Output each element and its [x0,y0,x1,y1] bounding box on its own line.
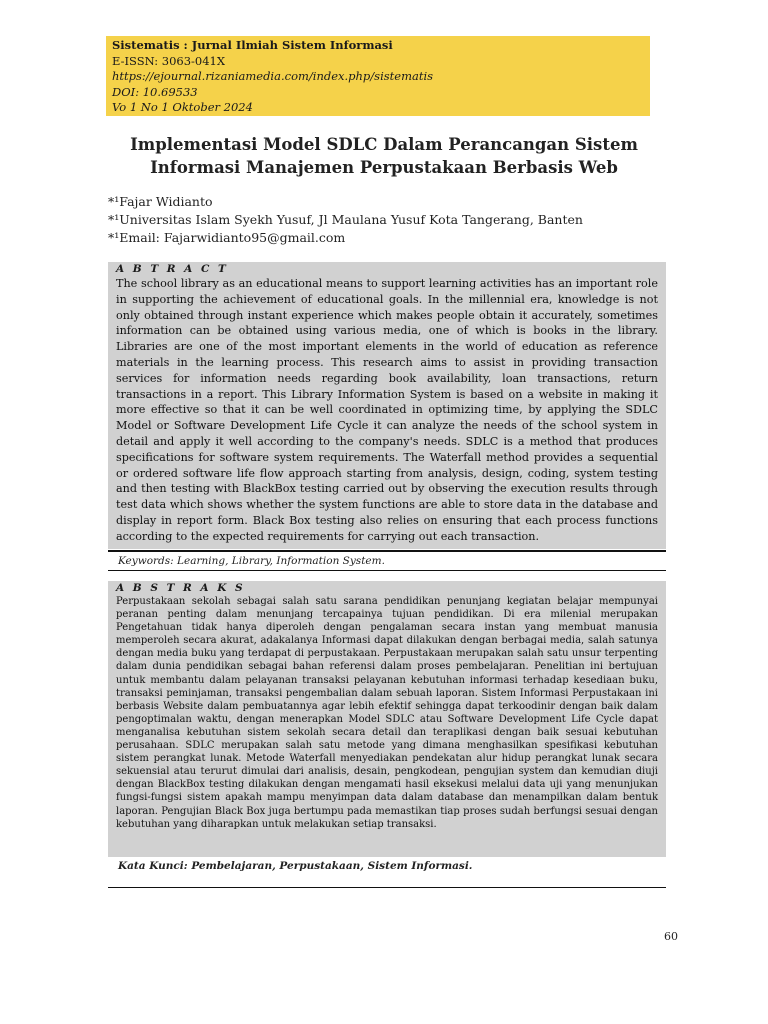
author-email: *¹Email: Fajarwidianto95@gmail.com [108,230,346,245]
paper-title: Implementasi Model SDLC Dalam Perancangan Sistem Informasi Manajemen Perpustakaan Berbasis Web [130,135,638,177]
issn: E-ISSN: 3063-041X [112,53,226,68]
journal-url[interactable]: https://ejournal.rizaniamedia.com/index.php/sistematis [112,69,434,83]
volume-issue: Vo 1 No 1 Oktober 2024 [112,100,253,114]
author-affiliation: *¹Universitas Islam Syekh Yusuf, Jl Maulana Yusuf Kota Tangerang, Banten [108,212,583,227]
abstract-english-heading: A B T R A C T [116,263,229,275]
keywords-indonesian: Kata Kunci: Pembelajaran, Perpustakaan, Sistem Informasi. [118,860,473,872]
page-number: 60 [664,930,678,943]
journal-name: Sistematis : Jurnal Ilmiah Sistem Informasi [112,38,393,52]
keywords-english: Keywords: Learning, Library, Information System. [118,555,385,567]
journal-header [106,36,650,116]
abstract-indonesian-heading: A B S T R A K S [116,582,246,594]
abstract-indonesian [108,581,666,857]
divider [108,887,666,888]
doi: DOI: 10.69533 [112,84,198,99]
author-block [108,193,668,247]
abstract-english [108,262,666,549]
divider [108,570,666,571]
abstract-english-text: The school library as an educational means to support learning activities has an important role in supporting the achievement of educational goals. In the millennial era, knowledge is not only obtained through instant experience which makes people obtain it accurately, sometimes information can be obtained using various media, one of which is books in the library. Libraries are one of the most important elements in the world of education as reference materials in the learning process. This research aims to assist in providing transaction services for information needs regarding book availability, loan transactions, return transactions in a report. This Library Information System is based on a website in making it more effective so that it can be well coordinated in optimizing time, by applying the SDLC Model or Software Development Life Cycle it can analyze the needs of the school system in detail and apply it well according to the company's needs. SDLC is a method that produces specifications for software system requirements. The Waterfall method provides a sequential or ordered software life flow approach starting from analysis, design, coding, system testing and then testing with BlackBox testing carried out by observing the execution results through test data which shows whether the system functions are able to store data in the database and display in report form. Black Box testing also relies on ensuring that each process functions according to the expected requirements for carrying out each transaction. [116,277,658,543]
divider [108,550,666,552]
author-name: *¹Fajar Widianto [108,194,213,209]
abstract-indonesian-text: Perpustakaan sekolah sebagai salah satu sarana pendidikan penunjang kegiatan belajar mempunyai peranan penting dalam menunjang tercapainya tujuan pendidikan. Di era milenial merupakan Pengetahuan tidak hanya diperoleh dengan pengalaman secara instan yang membuat manusia memperoleh secara akurat, adakalanya Informasi dapat dilakukan dengan berbagai media, salah satunya dengan media buku yang terdapat di perpustakaan. Perpustakaan merupakan salah satu unsur terpenting dalam dunia pendidikan sebagai bahan referensi dalam proses pembelajaran. Penelitian ini bertujuan untuk membantu dalam pelayanan transaksi pelayanan kebutuhan informasi terhadap kesediaan buku, transaksi peminjaman, transaksi pengembalian dalam sebuah laporan. Sistem Informasi Perpustakaan ini berbasis Website dalam pembuatannya agar lebih efektif sehingga dapat terkoodinir dengan baik dalam pengoptimalan waktu, dengan menerapkan Model SDLC atau Software Development Life Cycle dapat menganalisa kebutuhan sistem sekolah secara detail dan teraplikasi dengan baik sesuai kebutuhan perusahaan. SDLC merupakan salah satu metode yang dimana menghasilkan spesifikasi kebutuhan sistem perangkat lunak. Metode Waterfall menyediakan pendekatan alur hidup perangkat lunak secara sekuensial atau terurut dimulai dari analisis, desain, pengkodean, pengujian system dan kemudian diuji dengan BlackBox testing dilakukan dengan mengamati hasil eksekusi melalui data uji yang menunjukan fungsi-fungsi sistem apakah mampu menyimpan data dalam database dan menampilkan dalam bentuk laporan. Pengujian Black Box juga bertumpu pada memastikan tiap proses sudah berfungsi sesuai dengan kebutuhan yang diharapkan untuk melakukan setiap transaksi. [116,596,658,830]
